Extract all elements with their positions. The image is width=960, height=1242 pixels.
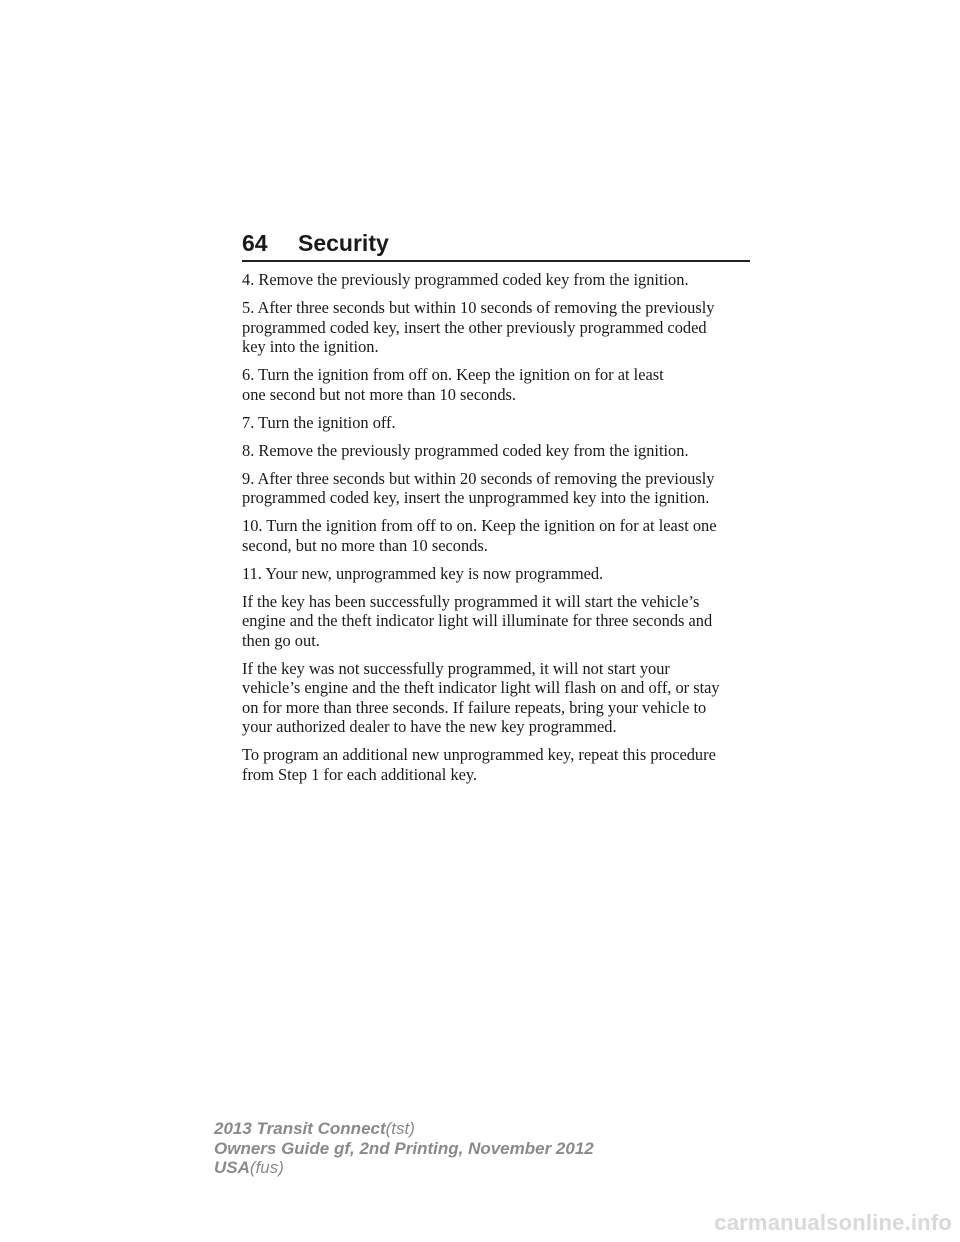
section-title: Security [298, 230, 389, 256]
page-footer [214, 1119, 594, 1178]
footer-model-code: (tst) [385, 1119, 415, 1138]
step-6-paragraph: 6. Turn the ignition from off on. Keep the ignition on for at least one second but not more than 10 seconds. [242, 365, 664, 404]
step-7-paragraph: 7. Turn the ignition off. [242, 412, 396, 432]
step-4-paragraph: 4. Remove the previously programmed coded key from the ignition. [242, 270, 689, 289]
failure-paragraph: If the key was not successfully programmed, it will not start your vehicle’s engine and the theft indicator light will flash on and off, or stay on for more than three seconds. If failure repeats, bring your vehicle to your authorized dealer to have the new key programmed. [242, 658, 720, 736]
site-watermark: carmanualsonline.info [714, 1210, 952, 1235]
page-header [242, 228, 750, 262]
step-11-paragraph: 11. Your new, unprogrammed key is now programmed. [242, 563, 604, 583]
body-text [242, 270, 762, 793]
footer-market-code: (fus) [249, 1158, 284, 1177]
step-9-paragraph: 9. After three seconds but within 20 seconds of removing the previously programmed coded key, insert the unprogrammed key into the ignition. [242, 468, 715, 507]
footer-line-3 [214, 1158, 594, 1178]
success-paragraph: If the key has been successfully programmed it will start the vehicle’s engine and the theft indicator light will illuminate for three seconds and then go out. [242, 591, 713, 650]
footer-market: USA [214, 1158, 250, 1177]
step-5-paragraph: 5. After three seconds but within 10 seconds of removing the previously programmed coded key, insert the other previously programmed coded key into the ignition. [242, 298, 715, 356]
footer-model: 2013 Transit Connect [214, 1119, 386, 1138]
additional-key-paragraph: To program an additional new unprogrammed key, repeat this procedure from Step 1 for each additional key. [242, 745, 716, 784]
page-number: 64 [242, 230, 268, 256]
step-8-paragraph: 8. Remove the previously programmed coded key from the ignition. [242, 440, 689, 460]
footer-line-2: Owners Guide gf, 2nd Printing, November 2012 [214, 1138, 594, 1158]
step-10-paragraph: 10. Turn the ignition from off to on. Keep the ignition on for at least one second, but no more than 10 seconds. [242, 516, 717, 555]
footer-line-1 [214, 1119, 594, 1139]
